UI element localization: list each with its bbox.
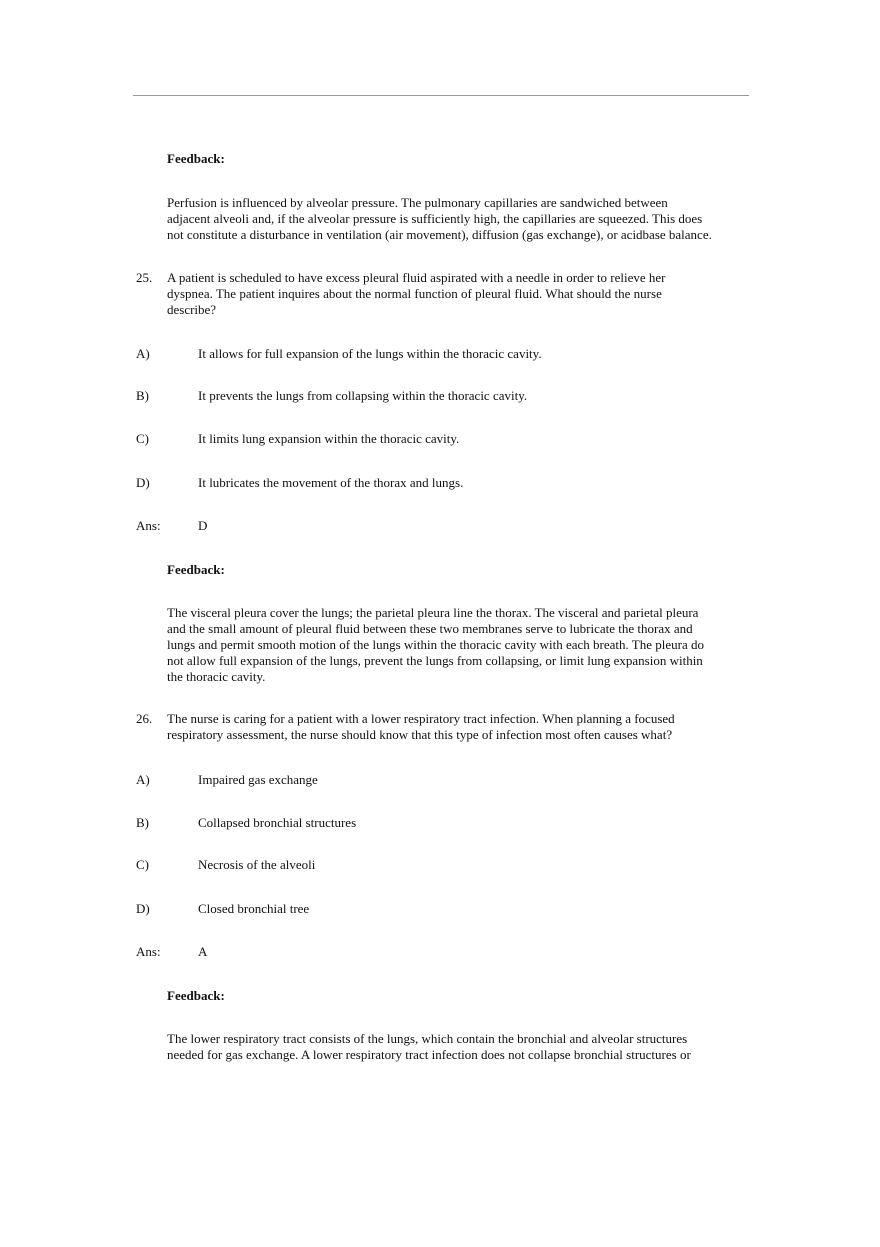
option-text: It limits lung expansion within the thoracic cavity. [198, 431, 460, 446]
feedback-heading: Feedback: [167, 988, 225, 1003]
option-text: It lubricates the movement of the thorax and lungs. [198, 475, 464, 490]
option-letter: D) [136, 475, 150, 490]
option-letter: C) [136, 431, 149, 446]
feedback-line: the thoracic cavity. [167, 669, 266, 684]
question-text-line: describe? [167, 302, 217, 317]
option-text: Impaired gas exchange [198, 772, 318, 787]
feedback-line: and the small amount of pleural fluid between these two membranes serve to lubricate the thorax and [167, 621, 693, 636]
answer-label: Ans: [136, 518, 161, 533]
option-letter: A) [136, 346, 150, 361]
answer-label: Ans: [136, 944, 161, 959]
option-text: Closed bronchial tree [198, 901, 310, 916]
header-rule [133, 95, 749, 96]
option-text: It allows for full expansion of the lungs within the thoracic cavity. [198, 346, 542, 361]
question-text-line: A patient is scheduled to have excess pleural fluid aspirated with a needle in order to relieve her [167, 270, 666, 285]
feedback-line: not constitute a disturbance in ventilation (air movement), diffusion (gas exchange), or acidbase balance. [167, 227, 712, 242]
question-text-line: respiratory assessment, the nurse should know that this type of infection most often causes what? [167, 727, 673, 742]
answer-value: A [198, 944, 208, 959]
feedback-line: Perfusion is influenced by alveolar pressure. The pulmonary capillaries are sandwiched between [167, 195, 668, 210]
feedback-line: adjacent alveoli and, if the alveolar pressure is sufficiently high, the capillaries are squeezed. This does [167, 211, 703, 226]
option-text: It prevents the lungs from collapsing within the thoracic cavity. [198, 388, 528, 403]
feedback-line: not allow full expansion of the lungs, prevent the lungs from collapsing, or limit lung expansion within [167, 653, 703, 668]
option-letter: B) [136, 815, 149, 830]
feedback-line: needed for gas exchange. A lower respiratory tract infection does not collapse bronchial structures or [167, 1047, 691, 1062]
feedback-line: The visceral pleura cover the lungs; the parietal pleura line the thorax. The visceral and parietal pleura [167, 605, 699, 620]
question-number: 25. [136, 270, 153, 285]
answer-value: D [198, 518, 208, 533]
question-text-line: dyspnea. The patient inquires about the normal function of pleural fluid. What should the nurse [167, 286, 662, 301]
option-text: Collapsed bronchial structures [198, 815, 357, 830]
feedback-heading: Feedback: [167, 562, 225, 577]
option-letter: C) [136, 857, 149, 872]
feedback-line: The lower respiratory tract consists of the lungs, which contain the bronchial and alveolar structures [167, 1031, 688, 1046]
option-letter: A) [136, 772, 150, 787]
option-letter: B) [136, 388, 149, 403]
option-text: Necrosis of the alveoli [198, 857, 316, 872]
feedback-line: lungs and permit smooth motion of the lungs within the thoracic cavity with each breath. The pleura do [167, 637, 704, 652]
question-text-line: The nurse is caring for a patient with a lower respiratory tract infection. When planning a focused [167, 711, 675, 726]
option-letter: D) [136, 901, 150, 916]
feedback-heading: Feedback: [167, 151, 225, 166]
question-number: 26. [136, 711, 153, 726]
